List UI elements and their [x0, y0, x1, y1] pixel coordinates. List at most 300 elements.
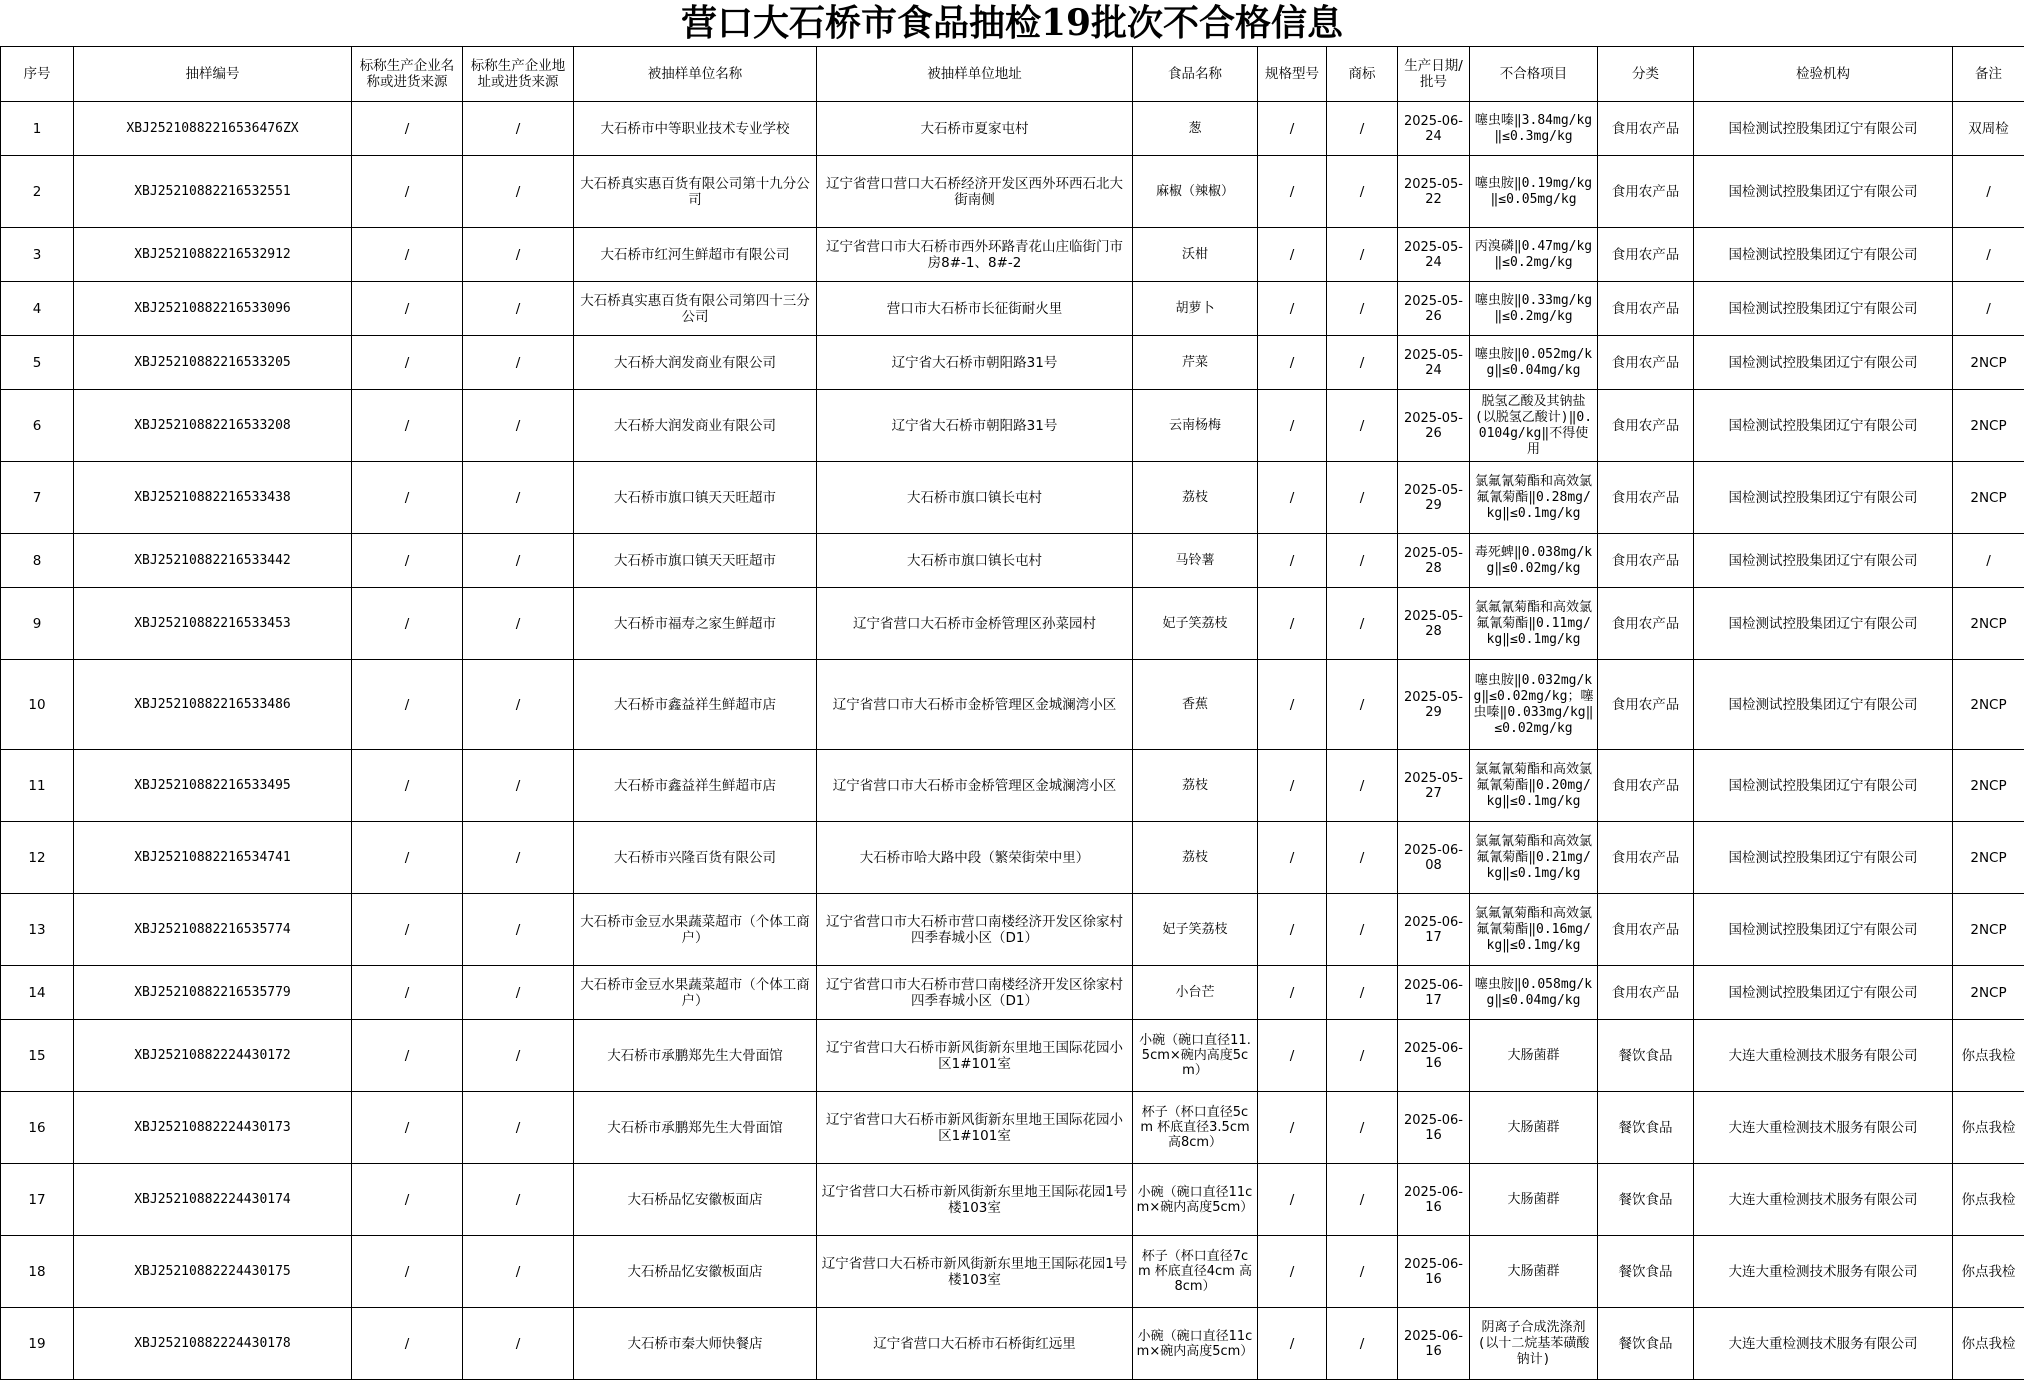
sample-id: XBJ25210882216533453 [74, 588, 352, 660]
remark: 2NCP [1953, 588, 2024, 660]
sampled-unit-name: 大石桥市金豆水果蔬菜超市（个体工商户） [574, 894, 817, 966]
food-name: 小碗（碗口直径11cm×碗内高度5cm） [1133, 1164, 1258, 1236]
production-date: 2025-05-22 [1398, 156, 1470, 228]
category: 食用农产品 [1598, 750, 1694, 822]
producer-address: / [463, 1236, 574, 1308]
sampled-unit-address: 辽宁省大石桥市朝阳路31号 [817, 390, 1133, 462]
table-row [1, 534, 2024, 588]
table-row [1, 1164, 2024, 1236]
food-name: 小碗（碗口直径11cm×碗内高度5cm） [1133, 1308, 1258, 1380]
producer-address: / [463, 588, 574, 660]
header-cell: 标称生产企业名称或进货来源 [352, 47, 463, 102]
failed-item: 大肠菌群 [1470, 1092, 1598, 1164]
sampled-unit-name: 大石桥市兴隆百货有限公司 [574, 822, 817, 894]
producer-address: / [463, 966, 574, 1020]
producer-name: / [352, 966, 463, 1020]
row-number: 8 [1, 534, 74, 588]
sampled-unit-address: 辽宁省营口大石桥市新风街新东里地王国际花园1号楼103室 [817, 1236, 1133, 1308]
sampled-unit-name: 大石桥真实惠百货有限公司第十九分公司 [574, 156, 817, 228]
producer-name: / [352, 1092, 463, 1164]
producer-address: / [463, 156, 574, 228]
sample-id: XBJ25210882216532551 [74, 156, 352, 228]
sampled-unit-address: 辽宁省营口市大石桥市金桥管理区金城澜湾小区 [817, 750, 1133, 822]
header-cell: 抽样编号 [74, 47, 352, 102]
producer-address: / [463, 102, 574, 156]
producer-address: / [463, 282, 574, 336]
sampled-unit-address: 辽宁省营口市大石桥市营口南楼经济开发区徐家村四季春城小区（D1） [817, 966, 1133, 1020]
table-row [1, 822, 2024, 894]
row-number: 9 [1, 588, 74, 660]
row-number: 13 [1, 894, 74, 966]
testing-lab: 国检测试控股集团辽宁有限公司 [1694, 282, 1953, 336]
testing-lab: 国检测试控股集团辽宁有限公司 [1694, 966, 1953, 1020]
remark: 2NCP [1953, 462, 2024, 534]
brand: / [1327, 1020, 1398, 1092]
category: 食用农产品 [1598, 822, 1694, 894]
header-cell: 序号 [1, 47, 74, 102]
testing-lab: 国检测试控股集团辽宁有限公司 [1694, 894, 1953, 966]
failed-item: 氯氟氰菊酯和高效氯氟氰菊酯‖0.21mg/kg‖≤0.1mg/kg [1470, 822, 1598, 894]
testing-lab: 国检测试控股集团辽宁有限公司 [1694, 102, 1953, 156]
brand: / [1327, 102, 1398, 156]
page-title: 营口大石桥市食品抽检19批次不合格信息 [680, 2, 1344, 44]
producer-name: / [352, 588, 463, 660]
production-date: 2025-06-17 [1398, 966, 1470, 1020]
sampled-unit-name: 大石桥市福寿之家生鲜超市 [574, 588, 817, 660]
category: 餐饮食品 [1598, 1092, 1694, 1164]
sampled-unit-name: 大石桥市旗口镇天天旺超市 [574, 534, 817, 588]
brand: / [1327, 660, 1398, 750]
header-cell: 备注 [1953, 47, 2024, 102]
production-date: 2025-06-16 [1398, 1020, 1470, 1092]
testing-lab: 国检测试控股集团辽宁有限公司 [1694, 534, 1953, 588]
category: 餐饮食品 [1598, 1308, 1694, 1380]
failed-item: 氯氟氰菊酯和高效氯氟氰菊酯‖0.11mg/kg‖≤0.1mg/kg [1470, 588, 1598, 660]
testing-lab: 大连大重检测技术服务有限公司 [1694, 1236, 1953, 1308]
sampled-unit-address: 大石桥市旗口镇长屯村 [817, 462, 1133, 534]
testing-lab: 国检测试控股集团辽宁有限公司 [1694, 822, 1953, 894]
food-name: 杯子（杯口直径7cm 杯底直径4cm 高8cm） [1133, 1236, 1258, 1308]
spec-model: / [1258, 660, 1327, 750]
sample-id: XBJ25210882224430174 [74, 1164, 352, 1236]
producer-name: / [352, 894, 463, 966]
brand: / [1327, 156, 1398, 228]
food-name: 香蕉 [1133, 660, 1258, 750]
spec-model: / [1258, 1308, 1327, 1380]
production-date: 2025-05-29 [1398, 462, 1470, 534]
sampled-unit-name: 大石桥品忆安徽板面店 [574, 1164, 817, 1236]
food-name: 妃子笑荔枝 [1133, 588, 1258, 660]
production-date: 2025-06-08 [1398, 822, 1470, 894]
testing-lab: 大连大重检测技术服务有限公司 [1694, 1020, 1953, 1092]
remark: 2NCP [1953, 660, 2024, 750]
producer-name: / [352, 462, 463, 534]
brand: / [1327, 1164, 1398, 1236]
producer-name: / [352, 1164, 463, 1236]
sampled-unit-address: 辽宁省大石桥市朝阳路31号 [817, 336, 1133, 390]
table-row [1, 750, 2024, 822]
testing-lab: 大连大重检测技术服务有限公司 [1694, 1164, 1953, 1236]
producer-name: / [352, 660, 463, 750]
row-number: 12 [1, 822, 74, 894]
header-cell: 被抽样单位地址 [817, 47, 1133, 102]
table-row [1, 1020, 2024, 1092]
header-cell: 商标 [1327, 47, 1398, 102]
sampled-unit-name: 大石桥市承鹏郑先生大骨面馆 [574, 1092, 817, 1164]
production-date: 2025-05-27 [1398, 750, 1470, 822]
food-name: 小碗（碗口直径11.5cm×碗内高度5cm） [1133, 1020, 1258, 1092]
row-number: 6 [1, 390, 74, 462]
header-cell: 标称生产企业地址或进货来源 [463, 47, 574, 102]
testing-lab: 国检测试控股集团辽宁有限公司 [1694, 390, 1953, 462]
sampled-unit-name: 大石桥市金豆水果蔬菜超市（个体工商户） [574, 966, 817, 1020]
production-date: 2025-06-16 [1398, 1308, 1470, 1380]
production-date: 2025-06-16 [1398, 1164, 1470, 1236]
producer-address: / [463, 750, 574, 822]
category: 餐饮食品 [1598, 1164, 1694, 1236]
spec-model: / [1258, 966, 1327, 1020]
category: 食用农产品 [1598, 102, 1694, 156]
sample-id: XBJ25210882216533096 [74, 282, 352, 336]
sample-id: XBJ25210882224430172 [74, 1020, 352, 1092]
food-name: 小台芒 [1133, 966, 1258, 1020]
sample-id: XBJ25210882216533438 [74, 462, 352, 534]
row-number: 7 [1, 462, 74, 534]
food-name: 沃柑 [1133, 228, 1258, 282]
remark: 2NCP [1953, 336, 2024, 390]
category: 食用农产品 [1598, 156, 1694, 228]
remark: 2NCP [1953, 750, 2024, 822]
sampled-unit-address: 辽宁省营口大石桥市金桥管理区孙菜园村 [817, 588, 1133, 660]
producer-address: / [463, 822, 574, 894]
testing-lab: 国检测试控股集团辽宁有限公司 [1694, 750, 1953, 822]
sample-id: XBJ25210882216536476ZX [74, 102, 352, 156]
failed-item: 丙溴磷‖0.47mg/kg‖≤0.2mg/kg [1470, 228, 1598, 282]
producer-address: / [463, 336, 574, 390]
failed-item: 噻虫胺‖0.052mg/kg‖≤0.04mg/kg [1470, 336, 1598, 390]
category: 食用农产品 [1598, 660, 1694, 750]
header-cell: 检验机构 [1694, 47, 1953, 102]
food-name: 妃子笑荔枝 [1133, 894, 1258, 966]
category: 食用农产品 [1598, 462, 1694, 534]
producer-name: / [352, 1308, 463, 1380]
table-row [1, 228, 2024, 282]
food-name: 云南杨梅 [1133, 390, 1258, 462]
producer-address: / [463, 1164, 574, 1236]
sampled-unit-name: 大石桥市鑫益祥生鲜超市店 [574, 660, 817, 750]
spec-model: / [1258, 390, 1327, 462]
producer-name: / [352, 102, 463, 156]
spec-model: / [1258, 894, 1327, 966]
brand: / [1327, 966, 1398, 1020]
table-row [1, 1308, 2024, 1380]
producer-address: / [463, 894, 574, 966]
table-row [1, 390, 2024, 462]
sample-id: XBJ25210882216533495 [74, 750, 352, 822]
table-header-row [1, 47, 2024, 102]
remark: 双周检 [1953, 102, 2024, 156]
category: 食用农产品 [1598, 282, 1694, 336]
sampled-unit-address: 辽宁省营口市大石桥市营口南楼经济开发区徐家村四季春城小区（D1） [817, 894, 1133, 966]
table-row [1, 336, 2024, 390]
table-row [1, 462, 2024, 534]
production-date: 2025-05-28 [1398, 534, 1470, 588]
producer-name: / [352, 822, 463, 894]
remark: / [1953, 534, 2024, 588]
sample-id: XBJ25210882216533208 [74, 390, 352, 462]
failed-item: 大肠菌群 [1470, 1164, 1598, 1236]
brand: / [1327, 228, 1398, 282]
row-number: 5 [1, 336, 74, 390]
producer-name: / [352, 282, 463, 336]
inspection-table [0, 46, 2024, 1380]
remark: 你点我检 [1953, 1308, 2024, 1380]
production-date: 2025-05-26 [1398, 282, 1470, 336]
row-number: 1 [1, 102, 74, 156]
brand: / [1327, 336, 1398, 390]
remark: 2NCP [1953, 822, 2024, 894]
sample-id: XBJ25210882216533205 [74, 336, 352, 390]
sampled-unit-address: 辽宁省营口大石桥市新风街新东里地王国际花园小区1#101室 [817, 1092, 1133, 1164]
sampled-unit-name: 大石桥品忆安徽板面店 [574, 1236, 817, 1308]
category: 食用农产品 [1598, 228, 1694, 282]
sample-id: XBJ25210882216535779 [74, 966, 352, 1020]
sample-id: XBJ25210882216534741 [74, 822, 352, 894]
remark: 2NCP [1953, 894, 2024, 966]
sample-id: XBJ25210882224430173 [74, 1092, 352, 1164]
category: 食用农产品 [1598, 336, 1694, 390]
sampled-unit-name: 大石桥市旗口镇天天旺超市 [574, 462, 817, 534]
spec-model: / [1258, 822, 1327, 894]
spec-model: / [1258, 156, 1327, 228]
producer-address: / [463, 1092, 574, 1164]
brand: / [1327, 390, 1398, 462]
testing-lab: 国检测试控股集团辽宁有限公司 [1694, 156, 1953, 228]
spec-model: / [1258, 1164, 1327, 1236]
table-row [1, 102, 2024, 156]
failed-item: 大肠菌群 [1470, 1236, 1598, 1308]
spec-model: / [1258, 228, 1327, 282]
row-number: 10 [1, 660, 74, 750]
sampled-unit-address: 大石桥市哈大路中段（繁荣街荣中里） [817, 822, 1133, 894]
testing-lab: 国检测试控股集团辽宁有限公司 [1694, 228, 1953, 282]
producer-name: / [352, 336, 463, 390]
sampled-unit-address: 辽宁省营口市大石桥市金桥管理区金城澜湾小区 [817, 660, 1133, 750]
remark: 2NCP [1953, 390, 2024, 462]
table-row [1, 966, 2024, 1020]
header-cell: 被抽样单位名称 [574, 47, 817, 102]
producer-address: / [463, 534, 574, 588]
sampled-unit-address: 辽宁省营口市大石桥市西外环路青花山庄临街门市房8#-1、8#-2 [817, 228, 1133, 282]
producer-address: / [463, 228, 574, 282]
sampled-unit-name: 大石桥市中等职业技术专业学校 [574, 102, 817, 156]
sampled-unit-name: 大石桥真实惠百货有限公司第四十三分公司 [574, 282, 817, 336]
sampled-unit-name: 大石桥市承鹏郑先生大骨面馆 [574, 1020, 817, 1092]
sampled-unit-name: 大石桥市红河生鲜超市有限公司 [574, 228, 817, 282]
category: 餐饮食品 [1598, 1236, 1694, 1308]
row-number: 14 [1, 966, 74, 1020]
failed-item: 毒死蜱‖0.038mg/kg‖≤0.02mg/kg [1470, 534, 1598, 588]
spec-model: / [1258, 102, 1327, 156]
brand: / [1327, 534, 1398, 588]
sampled-unit-address: 大石桥市夏家屯村 [817, 102, 1133, 156]
food-name: 马铃薯 [1133, 534, 1258, 588]
sampled-unit-address: 辽宁省营口营口大石桥经济开发区西外环西石北大街南侧 [817, 156, 1133, 228]
remark: 你点我检 [1953, 1092, 2024, 1164]
testing-lab: 大连大重检测技术服务有限公司 [1694, 1308, 1953, 1380]
row-number: 3 [1, 228, 74, 282]
sampled-unit-name: 大石桥大润发商业有限公司 [574, 390, 817, 462]
producer-name: / [352, 534, 463, 588]
category: 食用农产品 [1598, 534, 1694, 588]
spec-model: / [1258, 588, 1327, 660]
food-name: 麻椒（辣椒） [1133, 156, 1258, 228]
brand: / [1327, 1092, 1398, 1164]
testing-lab: 国检测试控股集团辽宁有限公司 [1694, 660, 1953, 750]
category: 餐饮食品 [1598, 1020, 1694, 1092]
food-name: 葱 [1133, 102, 1258, 156]
food-name: 胡萝卜 [1133, 282, 1258, 336]
row-number: 2 [1, 156, 74, 228]
producer-name: / [352, 156, 463, 228]
spec-model: / [1258, 282, 1327, 336]
production-date: 2025-05-26 [1398, 390, 1470, 462]
category: 食用农产品 [1598, 390, 1694, 462]
production-date: 2025-06-16 [1398, 1092, 1470, 1164]
production-date: 2025-05-28 [1398, 588, 1470, 660]
food-name: 荔枝 [1133, 750, 1258, 822]
producer-name: / [352, 1020, 463, 1092]
food-name: 杯子（杯口直径5cm 杯底直径3.5cm 高8cm） [1133, 1092, 1258, 1164]
sampled-unit-address: 大石桥市旗口镇长屯村 [817, 534, 1133, 588]
producer-address: / [463, 1308, 574, 1380]
sampled-unit-address: 辽宁省营口大石桥市新风街新东里地王国际花园1号楼103室 [817, 1164, 1133, 1236]
remark: / [1953, 282, 2024, 336]
failed-item: 噻虫胺‖0.33mg/kg‖≤0.2mg/kg [1470, 282, 1598, 336]
failed-item: 氯氟氰菊酯和高效氯氟氰菊酯‖0.16mg/kg‖≤0.1mg/kg [1470, 894, 1598, 966]
food-name: 荔枝 [1133, 822, 1258, 894]
brand: / [1327, 822, 1398, 894]
sample-id: XBJ25210882216535774 [74, 894, 352, 966]
failed-item: 氯氟氰菊酯和高效氯氟氰菊酯‖0.20mg/kg‖≤0.1mg/kg [1470, 750, 1598, 822]
failed-item: 噻虫胺‖0.19mg/kg‖≤0.05mg/kg [1470, 156, 1598, 228]
brand: / [1327, 894, 1398, 966]
testing-lab: 国检测试控股集团辽宁有限公司 [1694, 588, 1953, 660]
failed-item: 噻虫嗪‖3.84mg/kg‖≤0.3mg/kg [1470, 102, 1598, 156]
sample-id: XBJ25210882224430175 [74, 1236, 352, 1308]
production-date: 2025-06-16 [1398, 1236, 1470, 1308]
production-date: 2025-06-17 [1398, 894, 1470, 966]
producer-name: / [352, 1236, 463, 1308]
brand: / [1327, 462, 1398, 534]
producer-address: / [463, 390, 574, 462]
row-number: 18 [1, 1236, 74, 1308]
remark: 你点我检 [1953, 1164, 2024, 1236]
producer-name: / [352, 228, 463, 282]
row-number: 15 [1, 1020, 74, 1092]
producer-name: / [352, 750, 463, 822]
spec-model: / [1258, 462, 1327, 534]
food-name: 荔枝 [1133, 462, 1258, 534]
brand: / [1327, 1308, 1398, 1380]
row-number: 11 [1, 750, 74, 822]
producer-address: / [463, 462, 574, 534]
producer-name: / [352, 390, 463, 462]
sampled-unit-address: 辽宁省营口大石桥市石桥街红远里 [817, 1308, 1133, 1380]
header-cell: 规格型号 [1258, 47, 1327, 102]
brand: / [1327, 588, 1398, 660]
sampled-unit-address: 营口市大石桥市长征街耐火里 [817, 282, 1133, 336]
table-row [1, 660, 2024, 750]
row-number: 4 [1, 282, 74, 336]
sampled-unit-name: 大石桥市鑫益祥生鲜超市店 [574, 750, 817, 822]
sample-id: XBJ25210882216532912 [74, 228, 352, 282]
row-number: 16 [1, 1092, 74, 1164]
header-cell: 不合格项目 [1470, 47, 1598, 102]
producer-address: / [463, 1020, 574, 1092]
testing-lab: 国检测试控股集团辽宁有限公司 [1694, 336, 1953, 390]
header-cell: 食品名称 [1133, 47, 1258, 102]
failed-item: 阴离子合成洗涤剂(以十二烷基苯磺酸钠计) [1470, 1308, 1598, 1380]
production-date: 2025-05-29 [1398, 660, 1470, 750]
header-cell: 生产日期/批号 [1398, 47, 1470, 102]
table-row [1, 894, 2024, 966]
spec-model: / [1258, 750, 1327, 822]
category: 食用农产品 [1598, 966, 1694, 1020]
remark: / [1953, 228, 2024, 282]
header-cell: 分类 [1598, 47, 1694, 102]
table-row [1, 1092, 2024, 1164]
failed-item: 脱氢乙酸及其钠盐(以脱氢乙酸计)‖0.0104g/kg‖不得使用 [1470, 390, 1598, 462]
brand: / [1327, 282, 1398, 336]
spec-model: / [1258, 336, 1327, 390]
failed-item: 大肠菌群 [1470, 1020, 1598, 1092]
failed-item: 噻虫胺‖0.058mg/kg‖≤0.04mg/kg [1470, 966, 1598, 1020]
remark: / [1953, 156, 2024, 228]
category: 食用农产品 [1598, 588, 1694, 660]
sample-id: XBJ25210882224430178 [74, 1308, 352, 1380]
table-row [1, 156, 2024, 228]
remark: 你点我检 [1953, 1020, 2024, 1092]
producer-address: / [463, 660, 574, 750]
remark: 2NCP [1953, 966, 2024, 1020]
category: 食用农产品 [1598, 894, 1694, 966]
remark: 你点我检 [1953, 1236, 2024, 1308]
spec-model: / [1258, 1092, 1327, 1164]
spec-model: / [1258, 1236, 1327, 1308]
production-date: 2025-05-24 [1398, 336, 1470, 390]
sample-id: XBJ25210882216533442 [74, 534, 352, 588]
sample-id: XBJ25210882216533486 [74, 660, 352, 750]
testing-lab: 国检测试控股集团辽宁有限公司 [1694, 462, 1953, 534]
food-name: 芹菜 [1133, 336, 1258, 390]
row-number: 19 [1, 1308, 74, 1380]
table-row [1, 1236, 2024, 1308]
production-date: 2025-05-24 [1398, 228, 1470, 282]
failed-item: 噻虫胺‖0.032mg/kg‖≤0.02mg/kg；噻虫嗪‖0.033mg/kg‖≤0.02mg/kg [1470, 660, 1598, 750]
brand: / [1327, 750, 1398, 822]
spec-model: / [1258, 1020, 1327, 1092]
table-row [1, 588, 2024, 660]
row-number: 17 [1, 1164, 74, 1236]
failed-item: 氯氟氰菊酯和高效氯氟氰菊酯‖0.28mg/kg‖≤0.1mg/kg [1470, 462, 1598, 534]
sampled-unit-name: 大石桥市秦大师快餐店 [574, 1308, 817, 1380]
brand: / [1327, 1236, 1398, 1308]
spec-model: / [1258, 534, 1327, 588]
sampled-unit-address: 辽宁省营口大石桥市新风街新东里地王国际花园小区1#101室 [817, 1020, 1133, 1092]
production-date: 2025-06-24 [1398, 102, 1470, 156]
testing-lab: 大连大重检测技术服务有限公司 [1694, 1092, 1953, 1164]
